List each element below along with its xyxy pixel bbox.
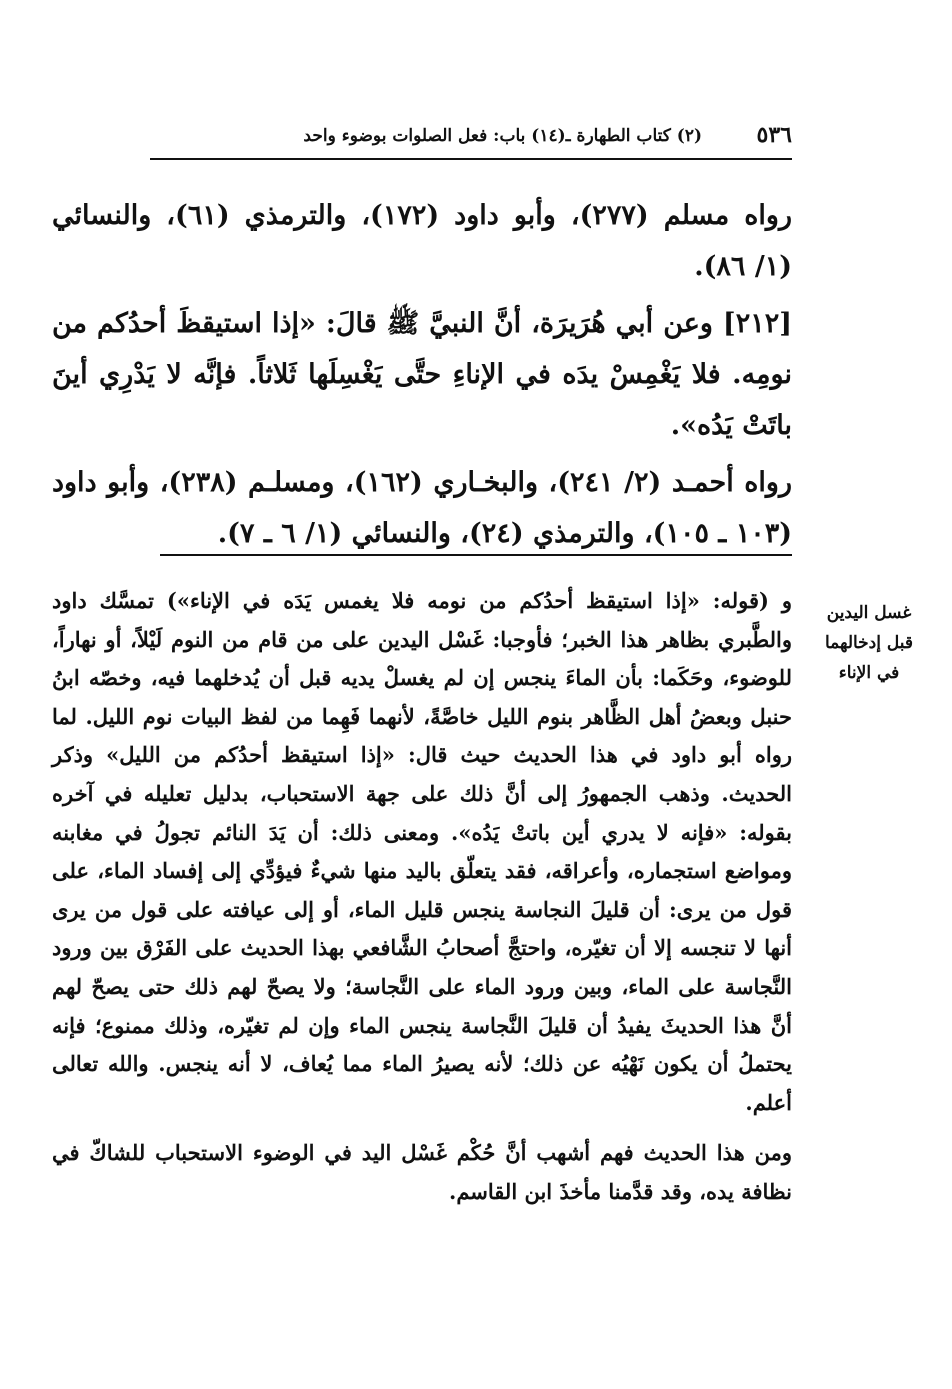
takhrij-paragraph-2: رواه أحمـد (٢/ ٢٤١)، والبخـاري (١٦٢)، ومسلـم (٢٣٨)، وأبو داود (١٠٣ ـ ١٠٥)، والترمذي (٢٤)، والنسائي (١/ ٦ ـ ٧). bbox=[52, 467, 792, 549]
hadith-paragraph-212: [٢١٢] وعن أبي هُرَيرَة، أنَّ النبيَّ ﷺ قالَ: «إذا استيقظَ أحدُكم من نومِه. فلا يَغْمِسْ يدَه في الإناءِ حتَّى يَغْسِلَها ثَلاثاً. فإنَّه لا يَدْرِي أينَ باتَتْ يَدُه». bbox=[52, 308, 792, 441]
takhrij-paragraph-1: رواه مسلم (٢٧٧)، وأبو داود (١٧٢)، والترمذي (٦١)، والنسائي (١/ ٨٦). bbox=[52, 200, 792, 282]
running-head: (٢) كتاب الطهارة ـ(١٤) باب: فعل الصلوات بوضوء واحد bbox=[303, 126, 702, 146]
margin-note: غسل اليدين قبل إدخالهما في الإناء bbox=[824, 603, 914, 683]
commentary-paragraph-2: ومن هذا الحديث فهم أشهب أنَّ حُكْم غَسْل اليد في الوضوء الاستحباب للشاكّ في نظافة يده، وقد قدَّمنا مأخذَ ابن القاسم. bbox=[52, 1140, 792, 1204]
commentary-section bbox=[52, 582, 792, 1224]
hadith-text-section bbox=[52, 190, 792, 565]
page-number: ٥٣٦ bbox=[756, 122, 792, 148]
commentary-paragraph-1: و (قوله: «إذا استيقظ أحدُكم من نومه فلا يغمس يَدَه في الإناء») تمسَّك داود والطَّبري بظاهر هذا الخبر؛ فأوجبا: غَسْل اليدين على من قام من النوم لَيْلاً، أو نهاراً، للوضوء، وحَكَما: بأن الماءَ ينجس إن لم يغسلْ يديه قبل أن يُدخلهما فيه، وخصّه ابنُ حنبل وبعضُ أهل الظَّاهر بنوم الليل خاصَّةً، لأنهما فَهِما من لفظ البيات نوم الليل. لما رواه أبو داود في هذا الحديث حيث قال: «إذا استيقظ أحدُكم من الليل» وذكر الحديث. وذهب الجمهورُ إلى أنَّ ذلك على جهة الاستحباب، بدليل تعليله في آخره بقوله: «فإنه لا يدري أين باتتْ يَدُه». ومعنى ذلك: أن يَدَ النائم تجولُ في مغابنه ومواضع استجماره، وأعراقه، فقد يتعلّق باليد منها شيءٌ فيؤدِّي إلى إفساد الماء، على قول من يرى: أن قليلَ النجاسة ينجس قليل الماء، أو إلى عيافته على قول من يرى أنها لا تنجسه إلا أن تغيّره، واحتجَّ أصحابُ الشَّافعي بهذا الحديث على الفَرْق بين ورود النَّجاسة على الماء، وبين ورود الماء على النَّجاسة؛ ولا يصحّ لهم ذلك حتى يصحّ لهم أنَّ هذا الحديثَ يفيدُ أن قليلَ النَّجاسة ينجس الماء وإن لم تغيّره، وذلك ممنوع؛ فإنه يحتملُ أن يكون نَهْيُه عن ذلك؛ لأنه يصيرُ الماء مما يُعاف، لا أنه ينجس. والله تعالى أعلم. bbox=[52, 588, 792, 1115]
section-divider bbox=[160, 554, 792, 556]
